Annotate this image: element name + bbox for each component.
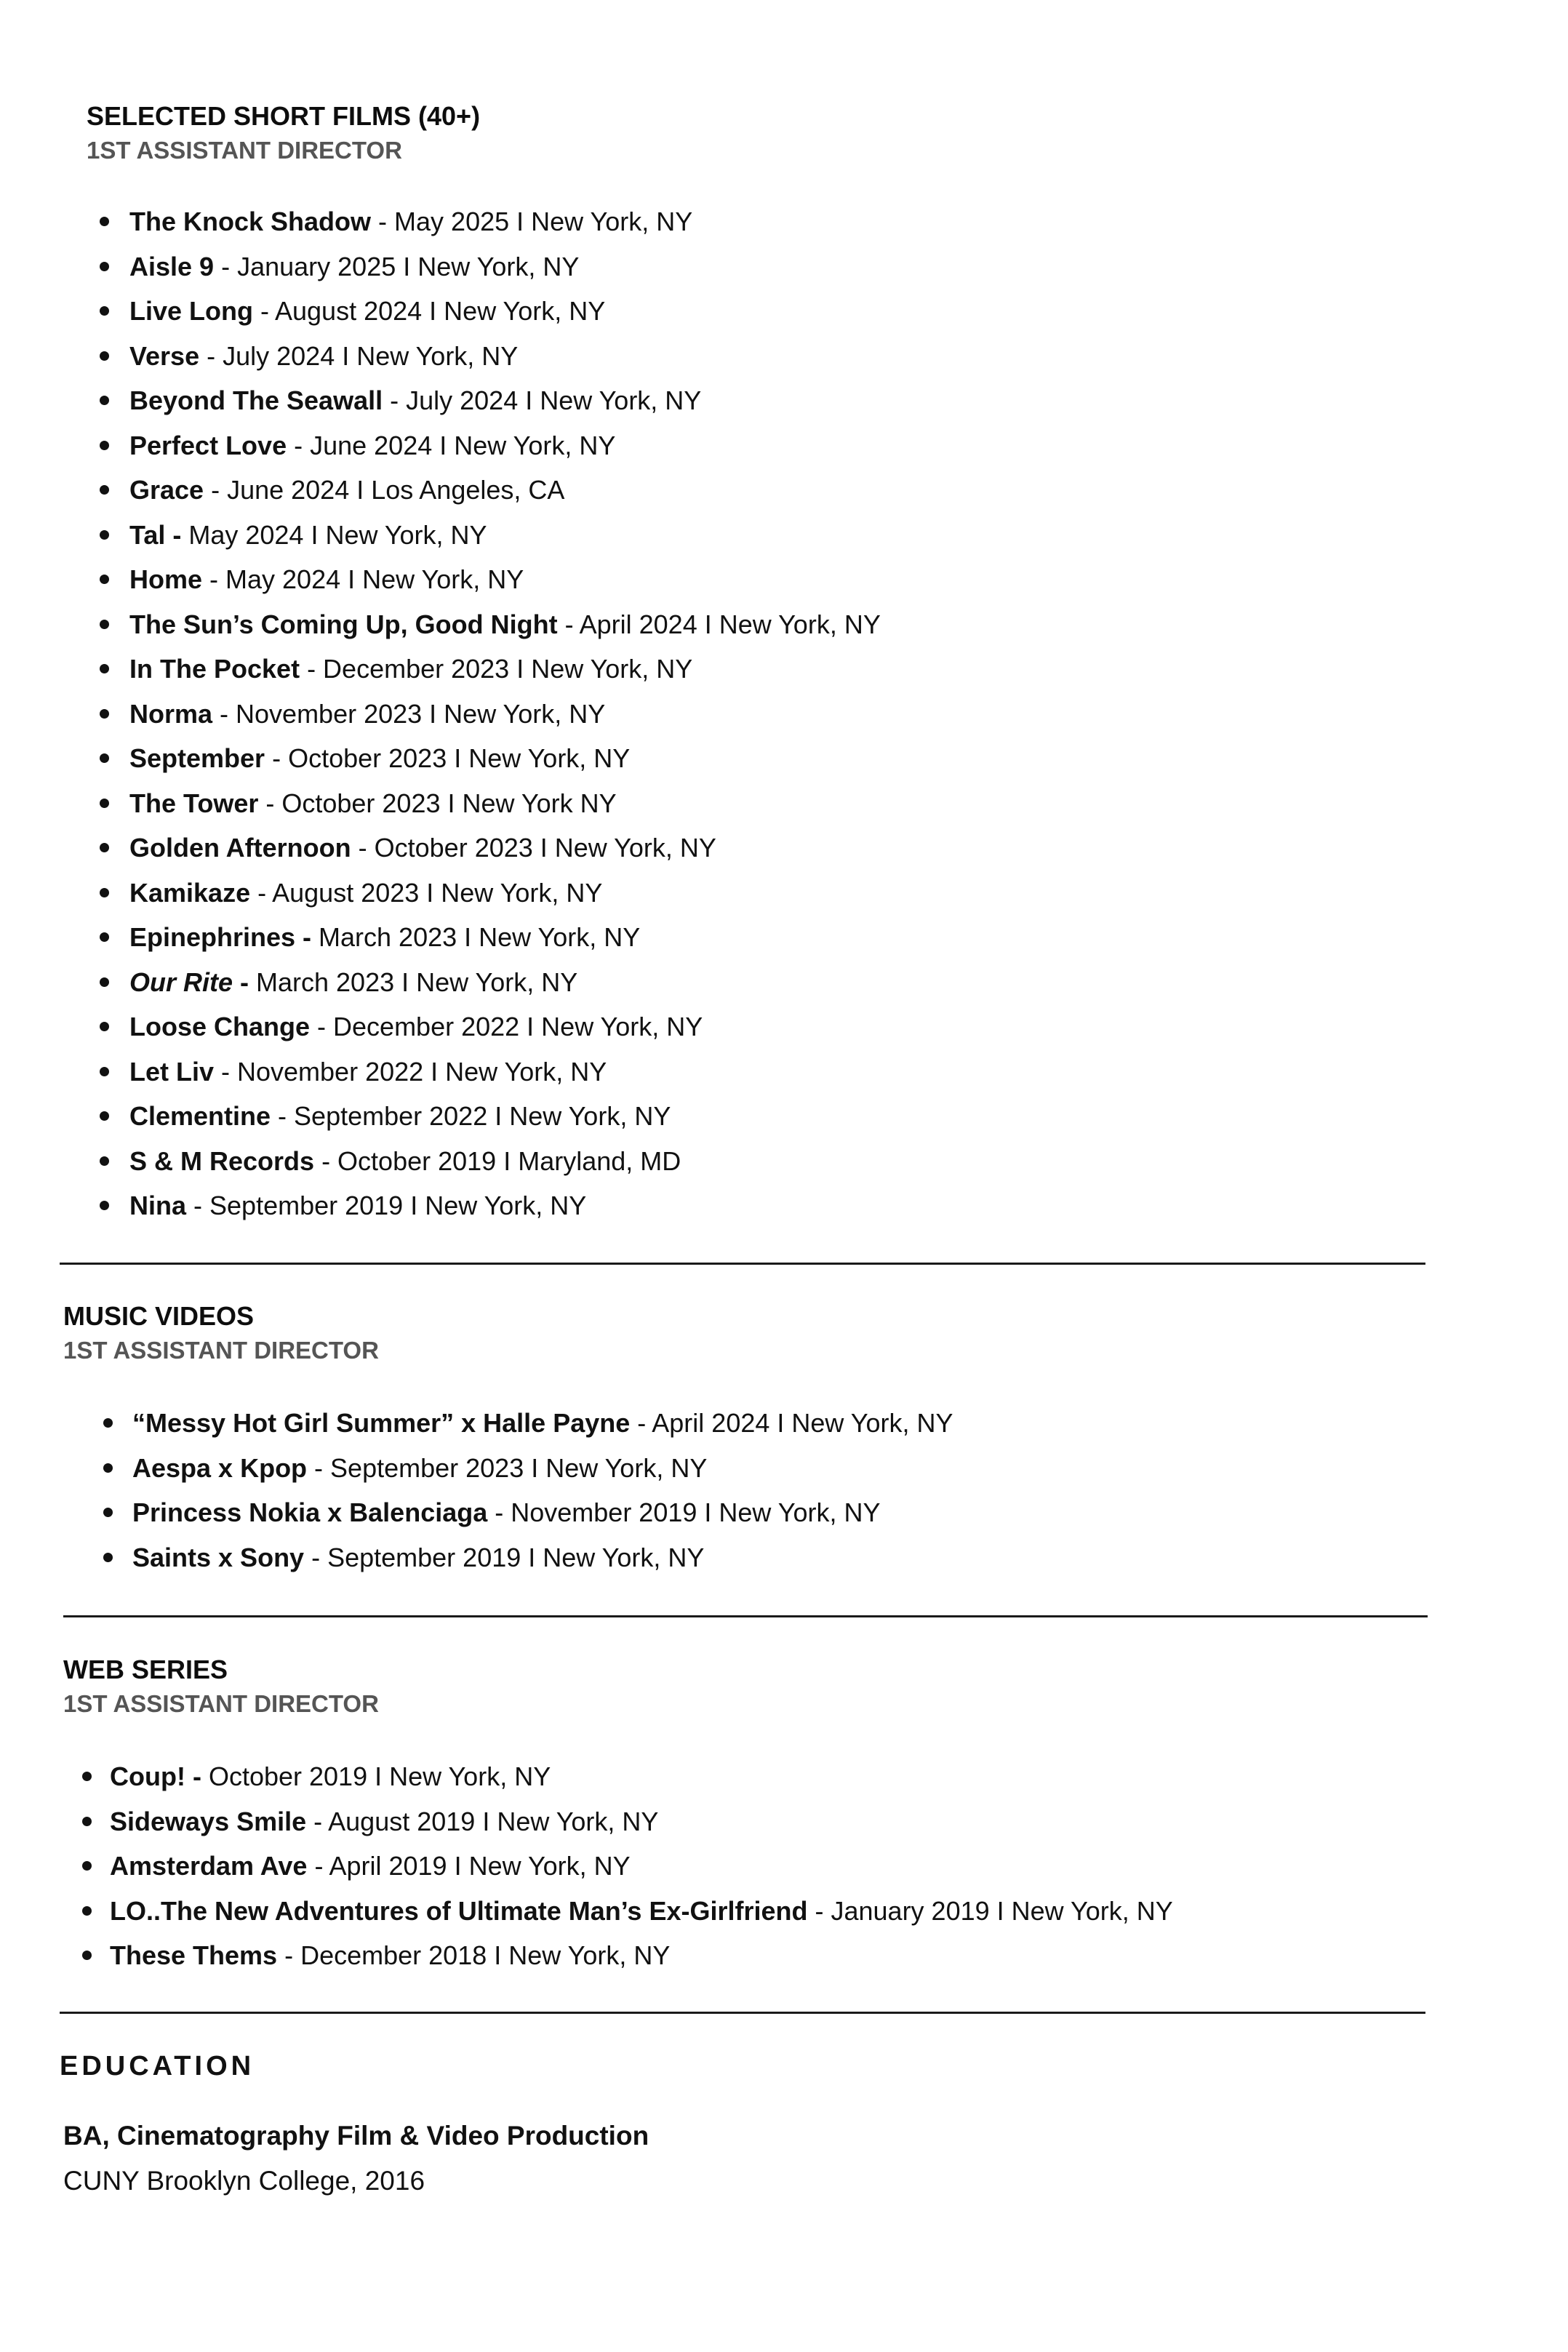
list-item [129, 1094, 881, 1139]
entry-detail: - June 2024 I New York, NY [287, 430, 616, 460]
entry-title: These Thems [110, 1940, 278, 1970]
entry-title: LO..The New Adventures of Ultimate Man’s Ex-Girlfriend [110, 1895, 808, 1926]
entry-title: Verse [129, 340, 200, 371]
entry-detail: March 2023 I New York, NY [249, 967, 578, 997]
entry-detail: - January 2019 I New York, NY [807, 1895, 1173, 1926]
bullet-icon [100, 1201, 109, 1210]
entry-title-suffix: - [233, 967, 249, 997]
entry-detail: - December 2022 I New York, NY [310, 1012, 703, 1041]
entry-title: Kamikaze [129, 877, 251, 908]
entry-title: Aespa x Kpop [132, 1452, 308, 1483]
entry-title: “Messy Hot Girl Summer” x Halle Payne [132, 1408, 631, 1438]
list-item [110, 1754, 1173, 1799]
bullet-icon [100, 530, 109, 540]
bullet-icon [82, 1861, 92, 1871]
bullet-icon [103, 1553, 113, 1562]
list-item [110, 1889, 1173, 1934]
entry-title: Norma [129, 698, 213, 729]
list-item [129, 513, 881, 558]
entry-title: September [129, 743, 265, 773]
music-videos-subtitle: 1ST ASSISTANT DIRECTOR [63, 1337, 379, 1364]
entry-title: Live Long [129, 296, 253, 326]
bullet-icon [82, 1817, 92, 1826]
entry-detail: - May 2025 I New York, NY [371, 207, 693, 236]
entry-detail: - January 2025 I New York, NY [214, 251, 580, 281]
entry-title: Home [129, 564, 203, 594]
list-item [129, 289, 881, 334]
entry-detail: - November 2022 I New York, NY [214, 1056, 607, 1087]
entry-detail: - April 2019 I New York, NY [307, 1851, 631, 1881]
education-heading: EDUCATION [60, 2051, 255, 2081]
entry-detail: - July 2024 I New York, NY [383, 385, 702, 415]
list-item [129, 557, 881, 602]
entry-detail: - September 2022 I New York, NY [271, 1101, 671, 1131]
entry-detail: - June 2024 I Los Angeles, CA [204, 475, 565, 505]
web-series-header [63, 1652, 379, 1721]
entry-detail: - November 2023 I New York, NY [212, 698, 606, 729]
list-item [110, 1933, 1173, 1978]
music-videos-header [63, 1299, 379, 1367]
entry-detail: - October 2019 I Maryland, MD [314, 1145, 681, 1176]
entry-title: S & M Records [129, 1145, 315, 1176]
short-films-header [87, 99, 480, 167]
entry-title: Golden Afternoon [129, 833, 351, 863]
entry-title: In The Pocket [129, 654, 300, 684]
entry-detail: October 2019 I New York, NY [201, 1761, 551, 1791]
bullet-icon [100, 753, 109, 763]
bullet-icon [100, 620, 109, 629]
bullet-icon [100, 485, 109, 495]
bullet-icon [100, 396, 109, 405]
bullet-icon [100, 306, 109, 316]
bullet-icon [100, 217, 109, 226]
entry-detail: - December 2023 I New York, NY [300, 654, 693, 684]
list-item [129, 378, 881, 423]
web-series-subtitle: 1ST ASSISTANT DIRECTOR [63, 1690, 379, 1717]
entry-title: Nina [129, 1191, 187, 1220]
short-films-subtitle: 1ST ASSISTANT DIRECTOR [87, 137, 402, 164]
section-divider [60, 1263, 1425, 1265]
list-item [129, 647, 881, 692]
entry-title: Our Rite [129, 967, 233, 997]
list-item [129, 736, 881, 781]
list-item [110, 1799, 1173, 1844]
entry-detail: - August 2024 I New York, NY [253, 296, 606, 326]
bullet-icon [100, 664, 109, 673]
entry-detail: - August 2019 I New York, NY [306, 1806, 659, 1836]
list-item [132, 1401, 953, 1446]
entry-detail: - October 2023 I New York NY [258, 788, 617, 818]
entry-detail: May 2024 I New York, NY [181, 519, 487, 550]
section-divider [60, 2012, 1425, 2014]
entry-title: The Sun’s Coming Up, Good Night [129, 609, 558, 639]
bullet-icon [100, 262, 109, 271]
list-item [129, 1183, 881, 1228]
short-films-title: SELECTED SHORT FILMS (40+) [87, 101, 481, 131]
entry-detail: - October 2023 I New York, NY [265, 743, 631, 773]
music-videos-title: MUSIC VIDEOS [63, 1301, 255, 1331]
bullet-icon [82, 1906, 92, 1916]
bullet-icon [100, 351, 109, 361]
bullet-icon [100, 575, 109, 584]
entry-title: Coup! - [110, 1761, 201, 1791]
web-series-title: WEB SERIES [63, 1655, 228, 1684]
list-item [132, 1446, 953, 1491]
entry-title: Beyond The Seawall [129, 385, 383, 415]
list-item [129, 915, 881, 960]
entry-title: Saints x Sony [132, 1542, 305, 1572]
entry-title: Clementine [129, 1101, 271, 1131]
music-videos-list [132, 1401, 953, 1580]
bullet-icon [100, 799, 109, 808]
entry-detail: - November 2019 I New York, NY [487, 1497, 881, 1527]
web-series-list [110, 1754, 1173, 1978]
list-item [129, 423, 881, 468]
entry-detail: March 2023 I New York, NY [311, 922, 641, 952]
education-school: CUNY Brooklyn College, 2016 [63, 2166, 425, 2196]
bullet-icon [103, 1463, 113, 1473]
entry-title: Amsterdam Ave [110, 1851, 308, 1881]
entry-detail: - August 2023 I New York, NY [250, 877, 603, 908]
list-item [129, 1004, 881, 1049]
bullet-icon [82, 1951, 92, 1960]
list-item [129, 244, 881, 289]
bullet-icon [100, 843, 109, 852]
list-item [129, 692, 881, 737]
list-item [129, 468, 881, 513]
education-degree: BA, Cinematography Film & Video Production [63, 2121, 649, 2151]
entry-detail: - December 2018 I New York, NY [277, 1940, 671, 1970]
bullet-icon [100, 441, 109, 450]
list-item [110, 1844, 1173, 1889]
bullet-icon [103, 1418, 113, 1428]
entry-title: Let Liv [129, 1056, 215, 1087]
bullet-icon [82, 1772, 92, 1781]
entry-title: Sideways Smile [110, 1806, 307, 1836]
entry-title: The Knock Shadow [129, 207, 372, 236]
entry-title: Tal - [129, 519, 182, 550]
bullet-icon [100, 977, 109, 987]
list-item [129, 1049, 881, 1095]
entry-detail: - April 2024 I New York, NY [557, 609, 881, 639]
bullet-icon [100, 709, 109, 719]
entry-title: Princess Nokia x Balenciaga [132, 1497, 488, 1527]
list-item [132, 1535, 953, 1580]
list-item [129, 1139, 881, 1184]
bullet-icon [100, 932, 109, 942]
entry-detail: - September 2019 I New York, NY [304, 1542, 705, 1572]
entry-title: Grace [129, 475, 204, 505]
list-item [129, 825, 881, 871]
entry-detail: - October 2023 I New York, NY [351, 833, 716, 863]
section-divider [63, 1615, 1428, 1617]
list-item [129, 602, 881, 647]
entry-detail: - July 2024 I New York, NY [199, 340, 519, 371]
list-item [129, 960, 881, 1005]
entry-detail: - May 2024 I New York, NY [202, 564, 524, 594]
list-item [129, 781, 881, 826]
bullet-icon [100, 1067, 109, 1076]
entry-title: Aisle 9 [129, 251, 215, 281]
bullet-icon [100, 1156, 109, 1166]
list-item [129, 199, 881, 244]
entry-detail: - September 2019 I New York, NY [186, 1191, 587, 1220]
bullet-icon [100, 1022, 109, 1031]
bullet-icon [103, 1508, 113, 1517]
entry-title: Loose Change [129, 1012, 311, 1041]
entry-title: Perfect Love [129, 430, 287, 460]
short-films-list [129, 199, 881, 1228]
bullet-icon [100, 1111, 109, 1121]
list-item [129, 871, 881, 916]
entry-title: The Tower [129, 788, 259, 818]
list-item [129, 334, 881, 379]
entry-detail: - September 2023 I New York, NY [307, 1452, 708, 1483]
entry-title: Epinephrines - [129, 922, 312, 952]
bullet-icon [100, 888, 109, 897]
entry-detail: - April 2024 I New York, NY [630, 1408, 953, 1438]
list-item [132, 1490, 953, 1535]
